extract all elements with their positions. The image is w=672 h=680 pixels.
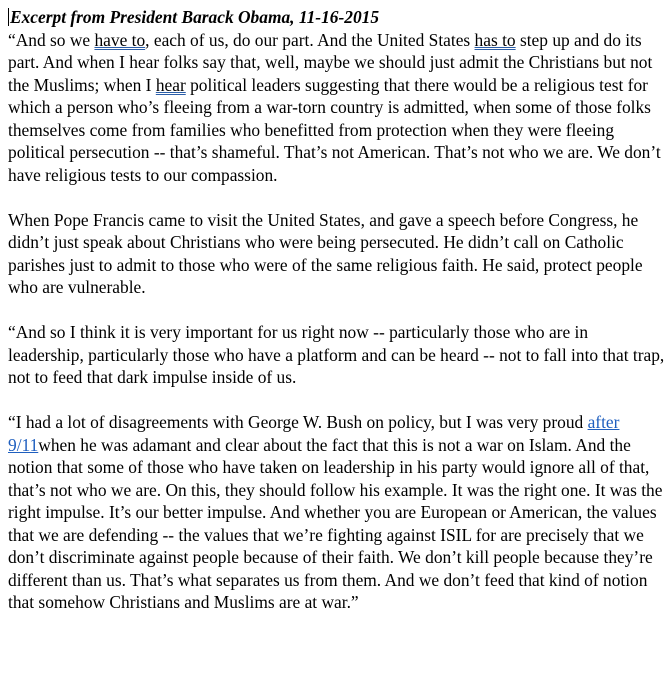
grammar-flag-has-to[interactable]: has to [474,29,516,50]
p1-text-c: , each of us, do our part. And the United States [145,29,475,50]
paragraph-gap [8,389,668,412]
document-title [8,6,668,29]
paragraph-3: “And so I think it is very important for us right now -- particularly those who are in leadership, particularly those who have a platform and can be heard -- not to fall into that trap, not to feed that dark impulse inside of us. [8,322,665,387]
text-cursor [8,8,9,26]
p1-text-e: step up and do its part. And when I hear folks say that, well, maybe we should just admit the Christians but not the Muslims; when I [8,29,653,95]
paragraph-2: When Pope Francis came to visit the United States, and gave a speech before Congress, he didn’t just speak about Christians who were being persecuted. He didn’t call on Catholic parishes just to admit to those who were of the same religious faith. He said, protect people who are vulnerable. [8,209,643,297]
document-body [8,6,668,614]
title-text: Excerpt from President Barack Obama, 11-16-2015 [10,7,380,27]
paragraph-gap [8,186,668,209]
p1-text-a: “And so we [8,29,95,50]
paragraph-gap [8,299,668,322]
paragraph-1 [8,29,668,187]
p4-text-a: “I had a lot of disagreements with George W. Bush on policy, but I was very proud [8,412,588,432]
after-911-link[interactable]: after 9/11 [8,412,620,455]
grammar-flag-hear[interactable]: hear [155,74,186,95]
p1-text-g: political leaders suggesting that there would be a religious test for which a person who’s fleeing from a war-torn country is admitted, when some of those folks themselves come from families who benefitted from protection when they were fleeing political persecution -- that’s shameful. That’s not American. That’s not who we are. We don’t have religious tests to our compassion. [8,74,661,185]
grammar-flag-have-to[interactable]: have to [94,29,146,50]
p4-text-b: when he was adamant and clear about the fact that this is not a war on Islam. And the notion that some of those who have taken on leadership in his party would ignore all of that, that’s not who we are. On this, they should follow his example. It was the right one. It was the right impulse. It’s our better impulse. And whether you are European or American, the values that we are defending -- the values that we’re fighting against ISIL for are precisely that we don’t discriminate against people because of their faith. We don’t kill people because they’re different than us. That’s what separates us from them. And we don’t feed that kind of notion that somehow Christians and Muslims are at war.” [8,434,663,612]
paragraph-4 [8,411,668,614]
